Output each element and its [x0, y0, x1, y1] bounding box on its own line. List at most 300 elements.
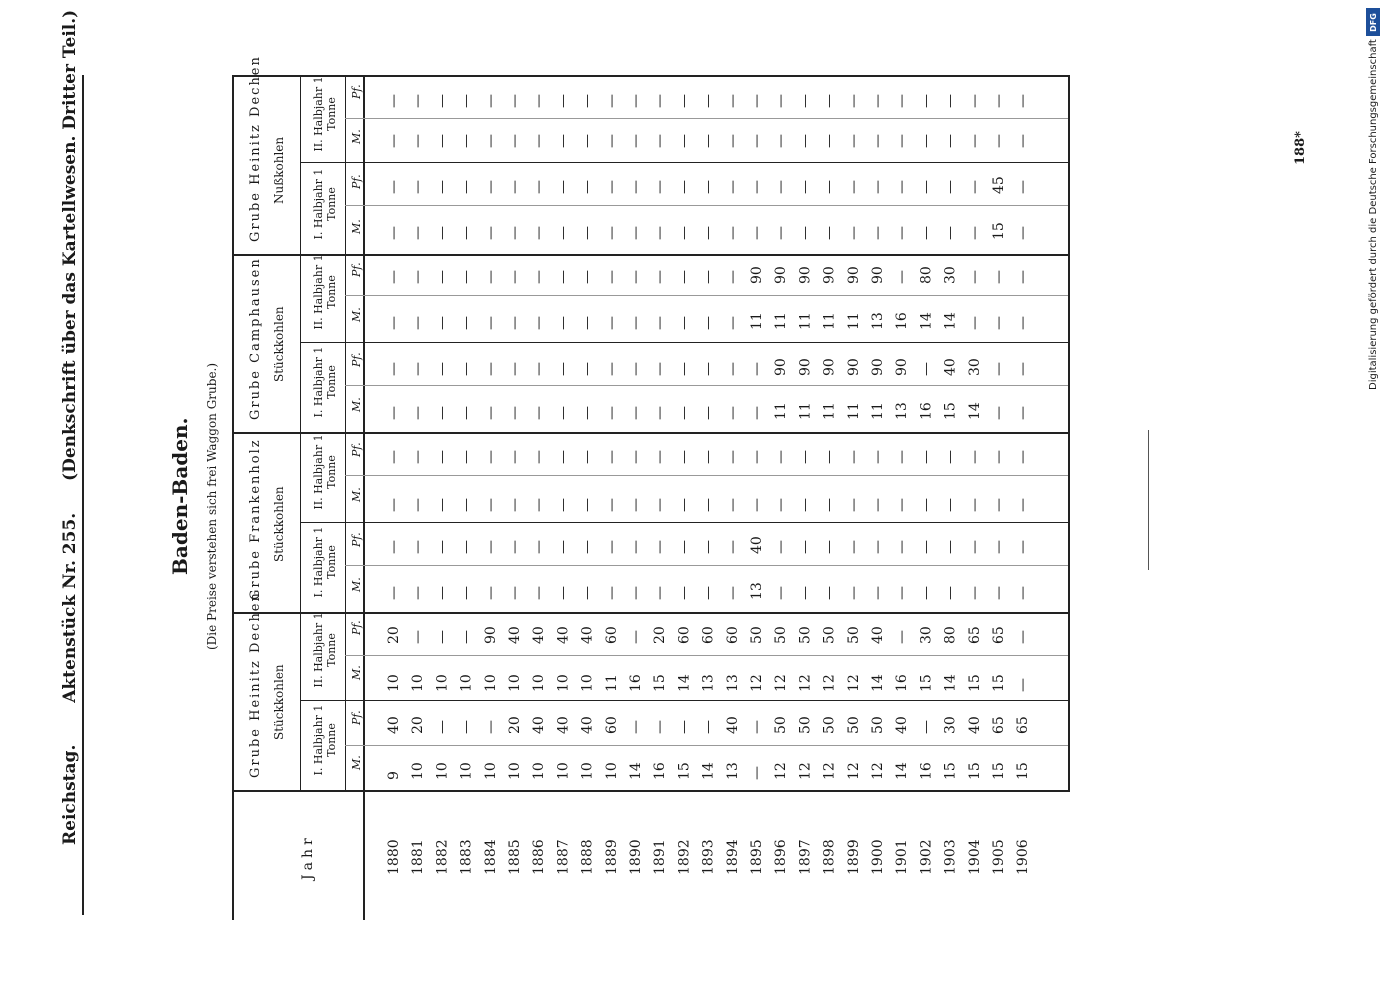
- table-cell: —: [1015, 678, 1032, 692]
- table-cell: 13: [700, 674, 717, 692]
- table-cell: 11: [870, 402, 886, 420]
- table-cell: —: [603, 586, 620, 600]
- header-rule: [82, 75, 84, 915]
- table-cell: —: [482, 498, 499, 512]
- table-cell: —: [482, 406, 499, 420]
- table-cell: 65: [1015, 716, 1032, 734]
- table-cell: —: [628, 180, 644, 194]
- table-cell: 90: [797, 358, 814, 376]
- table-cell: 90: [773, 358, 790, 376]
- table-cell: 12: [797, 762, 814, 780]
- table-cell: —: [700, 362, 717, 376]
- table-cell: —: [1015, 94, 1032, 108]
- table-cell: —: [434, 94, 451, 108]
- header-subtitle: (Denkschrift über das Kartellwesen. Dritter Teil.): [60, 9, 80, 481]
- table-cell: —: [482, 586, 499, 600]
- table-cell: —: [966, 498, 983, 512]
- table-cell: —: [482, 270, 499, 284]
- table-cell: —: [579, 316, 596, 330]
- running-header: [60, 9, 80, 845]
- table-cell: —: [942, 180, 959, 194]
- table-cell: 40: [386, 716, 402, 734]
- table-cell: 14: [700, 762, 717, 780]
- year-cell: 1891: [652, 839, 669, 875]
- units-rule: [345, 75, 346, 790]
- table-cell: —: [724, 94, 741, 108]
- table-cell: —: [797, 450, 814, 464]
- table-cell: —: [966, 450, 983, 464]
- table-cell: —: [434, 720, 451, 734]
- table-cell: —: [531, 316, 548, 330]
- table-cell: —: [676, 270, 693, 284]
- group-type-0: Stückkohlen: [272, 664, 286, 740]
- table-cell: 11: [821, 402, 838, 420]
- table-cell: —: [410, 180, 427, 194]
- table-cell: —: [773, 540, 790, 554]
- table-cell: 10: [386, 674, 402, 692]
- year-cell: 1905: [991, 839, 1007, 875]
- table-cell: 11: [797, 402, 814, 420]
- table-cell: —: [652, 406, 669, 420]
- table-cell: —: [386, 316, 402, 330]
- table-cell: —: [894, 270, 911, 284]
- table-cell: —: [676, 406, 693, 420]
- footer-page-mark: 188*: [1293, 131, 1308, 165]
- table-cell: —: [700, 720, 717, 734]
- table-cell: 11: [603, 674, 620, 692]
- table-cell: —: [845, 450, 862, 464]
- table-cell: —: [894, 586, 911, 600]
- table-right-rule: [232, 75, 1070, 77]
- year-cell: 1897: [797, 839, 814, 875]
- table-cell: —: [386, 450, 402, 464]
- table-cell: 10: [555, 674, 572, 692]
- table-cell: —: [555, 134, 572, 148]
- unit-pf-0-0: Pf.: [350, 710, 363, 725]
- table-cell: —: [628, 498, 644, 512]
- table-cell: 10: [507, 674, 523, 692]
- table-cell: —: [676, 540, 693, 554]
- table-cell: —: [628, 226, 644, 240]
- table-cell: 12: [797, 674, 814, 692]
- table-cell: 90: [797, 266, 814, 284]
- table-cell: 10: [458, 674, 475, 692]
- unit-m-3-0: M.: [350, 219, 363, 234]
- table-cell: —: [531, 180, 548, 194]
- table-cell: —: [845, 226, 862, 240]
- table-cell: 65: [966, 626, 983, 644]
- table-cell: —: [603, 540, 620, 554]
- year-cell: 1880: [386, 839, 402, 875]
- year-cell: 1889: [603, 839, 620, 875]
- table-cell: 12: [870, 762, 886, 780]
- group-header-1: Grube Frankenholz: [248, 438, 263, 600]
- table-cell: —: [531, 498, 548, 512]
- group-header-3: Grube Heinitz Dechen: [248, 55, 263, 242]
- table-cell: 50: [845, 626, 862, 644]
- table-cell: —: [458, 362, 475, 376]
- table-cell: 40: [579, 626, 596, 644]
- table-cell: —: [797, 586, 814, 600]
- table-cell: —: [410, 226, 427, 240]
- table-cell: —: [410, 586, 427, 600]
- table-cell: —: [652, 94, 669, 108]
- table-cell: —: [386, 540, 402, 554]
- table-cell: —: [724, 226, 741, 240]
- table-cell: —: [773, 94, 790, 108]
- table-cell: —: [1015, 362, 1032, 376]
- table-cell: —: [652, 270, 669, 284]
- table-cell: —: [1015, 270, 1032, 284]
- table-cell: —: [458, 630, 475, 644]
- table-cell: 10: [531, 762, 548, 780]
- table-cell: —: [482, 720, 499, 734]
- table-cell: —: [579, 498, 596, 512]
- table-cell: —: [386, 134, 402, 148]
- dfg-logo: DFG: [1366, 8, 1380, 36]
- table-cell: —: [942, 586, 959, 600]
- table-cell: —: [821, 94, 838, 108]
- unit-pf-2-0: Pf.: [350, 352, 363, 367]
- year-col-rule: [232, 790, 1070, 792]
- year-cell: 1902: [918, 839, 935, 875]
- table-cell: —: [434, 134, 451, 148]
- table-cell: 90: [821, 266, 838, 284]
- half-header-0-1: II. Halbjahr 1 Tonne: [312, 612, 338, 688]
- table-cell: —: [579, 540, 596, 554]
- table-cell: —: [579, 134, 596, 148]
- table-cell: 60: [676, 626, 693, 644]
- table-cell: —: [458, 316, 475, 330]
- group-rule-3: [232, 254, 1070, 256]
- table-cell: —: [821, 540, 838, 554]
- table-cell: 15: [942, 762, 959, 780]
- table-cell: 65: [991, 716, 1007, 734]
- table-cell: —: [531, 94, 548, 108]
- table-cell: 15: [966, 674, 983, 692]
- table-cell: 20: [386, 626, 402, 644]
- table-cell: 40: [555, 626, 572, 644]
- table-cell: —: [918, 180, 935, 194]
- table-cell: 14: [628, 762, 644, 780]
- year-cell: 1901: [894, 839, 911, 875]
- table-cell: —: [434, 540, 451, 554]
- table-cell: —: [749, 766, 765, 780]
- table-cell: 50: [821, 626, 838, 644]
- table-cell: 10: [434, 762, 451, 780]
- table-cell: —: [603, 406, 620, 420]
- table-cell: —: [749, 720, 765, 734]
- table-cell: —: [652, 180, 669, 194]
- unit-rule-5: [345, 295, 1068, 296]
- table-cell: —: [555, 586, 572, 600]
- year-cell: 1883: [458, 839, 475, 875]
- year-cell: 1898: [821, 839, 838, 875]
- table-cell: 15: [991, 674, 1007, 692]
- table-cell: —: [579, 226, 596, 240]
- table-cell: —: [918, 450, 935, 464]
- unit-pf-0-1: Pf.: [350, 620, 363, 635]
- table-cell: 40: [507, 626, 523, 644]
- table-cell: —: [410, 270, 427, 284]
- year-cell: 1899: [845, 839, 862, 875]
- table-cell: 10: [531, 674, 548, 692]
- table-cell: —: [386, 180, 402, 194]
- table-cell: —: [531, 450, 548, 464]
- table-cell: —: [603, 270, 620, 284]
- table-cell: —: [531, 586, 548, 600]
- table-cell: 40: [966, 716, 983, 734]
- table-cell: —: [531, 134, 548, 148]
- table-cell: —: [531, 362, 548, 376]
- table-cell: 40: [555, 716, 572, 734]
- table-cell: —: [797, 134, 814, 148]
- table-cell: 11: [821, 312, 838, 330]
- unit-m-2-1: M.: [350, 307, 363, 322]
- table-cell: 10: [603, 762, 620, 780]
- table-cell: —: [482, 540, 499, 554]
- year-cell: 1895: [749, 839, 765, 875]
- table-cell: —: [773, 450, 790, 464]
- table-cell: 16: [628, 674, 644, 692]
- table-cell: 50: [845, 716, 862, 734]
- table-cell: —: [966, 94, 983, 108]
- table-cell: —: [966, 270, 983, 284]
- table-cell: 50: [797, 626, 814, 644]
- unit-rule-2: [345, 565, 1068, 566]
- unit-rule-6: [345, 205, 1068, 206]
- table-cell: —: [555, 450, 572, 464]
- table-cell: —: [1015, 226, 1032, 240]
- group-header-0: Grube Heinitz Dechen: [248, 591, 263, 778]
- table-cell: —: [918, 362, 935, 376]
- table-cell: —: [918, 498, 935, 512]
- year-cell: 1888: [579, 839, 596, 875]
- table-cell: 12: [821, 674, 838, 692]
- table-cell: —: [652, 540, 669, 554]
- table-cell: 50: [870, 716, 886, 734]
- table-cell: —: [749, 94, 765, 108]
- table-cell: —: [966, 226, 983, 240]
- year-cell: 1892: [676, 839, 693, 875]
- table-cell: —: [749, 226, 765, 240]
- table-cell: —: [434, 180, 451, 194]
- table-cell: —: [482, 226, 499, 240]
- table-cell: 16: [652, 762, 669, 780]
- unit-m-1-0: M.: [350, 577, 363, 592]
- table-cell: 12: [749, 674, 765, 692]
- table-cell: —: [1015, 450, 1032, 464]
- table-cell: —: [966, 134, 983, 148]
- table-cell: —: [434, 450, 451, 464]
- table-cell: 15: [1015, 762, 1032, 780]
- table-cell: —: [628, 134, 644, 148]
- table-cell: 40: [942, 358, 959, 376]
- table-cell: —: [845, 498, 862, 512]
- table-cell: —: [628, 540, 644, 554]
- table-cell: 11: [797, 312, 814, 330]
- year-cell: 1904: [966, 839, 983, 875]
- table-cell: 14: [676, 674, 693, 692]
- table-cell: —: [870, 586, 886, 600]
- table-cell: —: [410, 362, 427, 376]
- table-cell: —: [555, 226, 572, 240]
- table-cell: 12: [821, 762, 838, 780]
- table-cell: —: [870, 450, 886, 464]
- half-header-3-0: I. Halbjahr 1 Tonne: [312, 168, 338, 240]
- table-left-rule: [232, 75, 234, 920]
- table-cell: —: [724, 362, 741, 376]
- table-cell: —: [434, 362, 451, 376]
- table-cell: —: [458, 180, 475, 194]
- table-cell: —: [1015, 180, 1032, 194]
- table-cell: —: [676, 720, 693, 734]
- table-cell: 11: [773, 312, 790, 330]
- table-cell: —: [434, 498, 451, 512]
- table-cell: 15: [991, 222, 1007, 240]
- table-cell: 10: [579, 674, 596, 692]
- group-type-2: Stückkohlen: [272, 306, 286, 382]
- table-cell: —: [603, 180, 620, 194]
- table-cell: 15: [652, 674, 669, 692]
- table-cell: —: [579, 406, 596, 420]
- table-cell: —: [652, 720, 669, 734]
- table-cell: —: [628, 586, 644, 600]
- table-cell: —: [386, 586, 402, 600]
- table-cell: —: [531, 226, 548, 240]
- table-cell: —: [991, 94, 1007, 108]
- table-cell: —: [579, 94, 596, 108]
- table-cell: —: [821, 226, 838, 240]
- year-cell: 1884: [482, 839, 499, 875]
- table-cell: —: [555, 362, 572, 376]
- table-cell: —: [870, 134, 886, 148]
- table-cell: —: [507, 450, 523, 464]
- table-cell: —: [724, 540, 741, 554]
- table-cell: —: [894, 134, 911, 148]
- year-cell: 1894: [724, 839, 741, 875]
- group-rule-1: [232, 612, 1070, 614]
- year-header: Jahr: [300, 834, 316, 880]
- half-rule-2: [300, 342, 1068, 343]
- table-cell: —: [676, 134, 693, 148]
- table-cell: —: [603, 362, 620, 376]
- table-cell: 10: [410, 674, 427, 692]
- table-cell: —: [942, 450, 959, 464]
- table-cell: —: [821, 498, 838, 512]
- table-cell: 12: [773, 674, 790, 692]
- table-cell: 50: [821, 716, 838, 734]
- table-cell: 30: [918, 626, 935, 644]
- table-cell: —: [700, 586, 717, 600]
- half-header-3-1: II. Halbjahr 1 Tonne: [312, 76, 338, 152]
- table-cell: —: [1015, 540, 1032, 554]
- table-cell: 40: [894, 716, 911, 734]
- table-cell: —: [991, 362, 1007, 376]
- table-end-rule: [1068, 75, 1070, 792]
- table-cell: —: [410, 498, 427, 512]
- table-cell: 13: [724, 762, 741, 780]
- unit-m-0-0: M.: [350, 755, 363, 770]
- table-cell: 14: [918, 312, 935, 330]
- table-cell: —: [749, 450, 765, 464]
- table-cell: —: [410, 94, 427, 108]
- table-cell: —: [555, 180, 572, 194]
- table-cell: —: [845, 586, 862, 600]
- year-cell: 1886: [531, 839, 548, 875]
- table-cell: —: [724, 134, 741, 148]
- table-cell: —: [458, 406, 475, 420]
- year-cell: 1885: [507, 839, 523, 875]
- subheader-rule: [300, 75, 301, 790]
- table-cell: —: [628, 316, 644, 330]
- table-cell: 65: [991, 626, 1007, 644]
- table-cell: —: [894, 180, 911, 194]
- table-cell: —: [410, 406, 427, 420]
- table-cell: —: [628, 94, 644, 108]
- table-cell: —: [531, 540, 548, 554]
- table-cell: —: [507, 134, 523, 148]
- year-cell: 1890: [628, 839, 644, 875]
- table-cell: —: [845, 134, 862, 148]
- table-cell: 30: [966, 358, 983, 376]
- table-cell: —: [700, 450, 717, 464]
- table-title: Baden-Baden.: [168, 417, 192, 575]
- table-cell: 16: [894, 312, 911, 330]
- table-cell: —: [579, 450, 596, 464]
- table-cell: 13: [749, 582, 765, 600]
- table-cell: —: [531, 270, 548, 284]
- table-cell: 60: [724, 626, 741, 644]
- table-cell: 60: [700, 626, 717, 644]
- table-cell: —: [942, 498, 959, 512]
- table-cell: —: [507, 540, 523, 554]
- unit-pf-2-1: Pf.: [350, 262, 363, 277]
- table-cell: —: [724, 586, 741, 600]
- table-cell: 90: [845, 266, 862, 284]
- table-cell: —: [603, 226, 620, 240]
- table-cell: —: [700, 94, 717, 108]
- table-cell: —: [966, 180, 983, 194]
- table-cell: —: [773, 134, 790, 148]
- table-cell: 11: [749, 312, 765, 330]
- table-cell: —: [482, 450, 499, 464]
- table-cell: —: [700, 316, 717, 330]
- separator-line: [1148, 430, 1149, 570]
- table-cell: —: [991, 586, 1007, 600]
- table-cell: 11: [845, 402, 862, 420]
- table-cell: —: [507, 498, 523, 512]
- table-cell: —: [386, 270, 402, 284]
- group-rule-2: [232, 432, 1070, 434]
- unit-pf-1-1: Pf.: [350, 442, 363, 457]
- table-cell: 20: [410, 716, 427, 734]
- table-cell: —: [458, 450, 475, 464]
- table-cell: —: [724, 406, 741, 420]
- table-cell: —: [458, 94, 475, 108]
- table-cell: —: [894, 540, 911, 554]
- table-cell: —: [603, 316, 620, 330]
- half-rule-1: [300, 522, 1068, 523]
- table-cell: —: [724, 316, 741, 330]
- table-cell: —: [700, 498, 717, 512]
- table-cell: —: [507, 226, 523, 240]
- table-cell: 90: [749, 266, 765, 284]
- table-cell: —: [870, 180, 886, 194]
- half-header-2-0: I. Halbjahr 1 Tonne: [312, 346, 338, 418]
- table-cell: —: [410, 630, 427, 644]
- table-cell: 90: [845, 358, 862, 376]
